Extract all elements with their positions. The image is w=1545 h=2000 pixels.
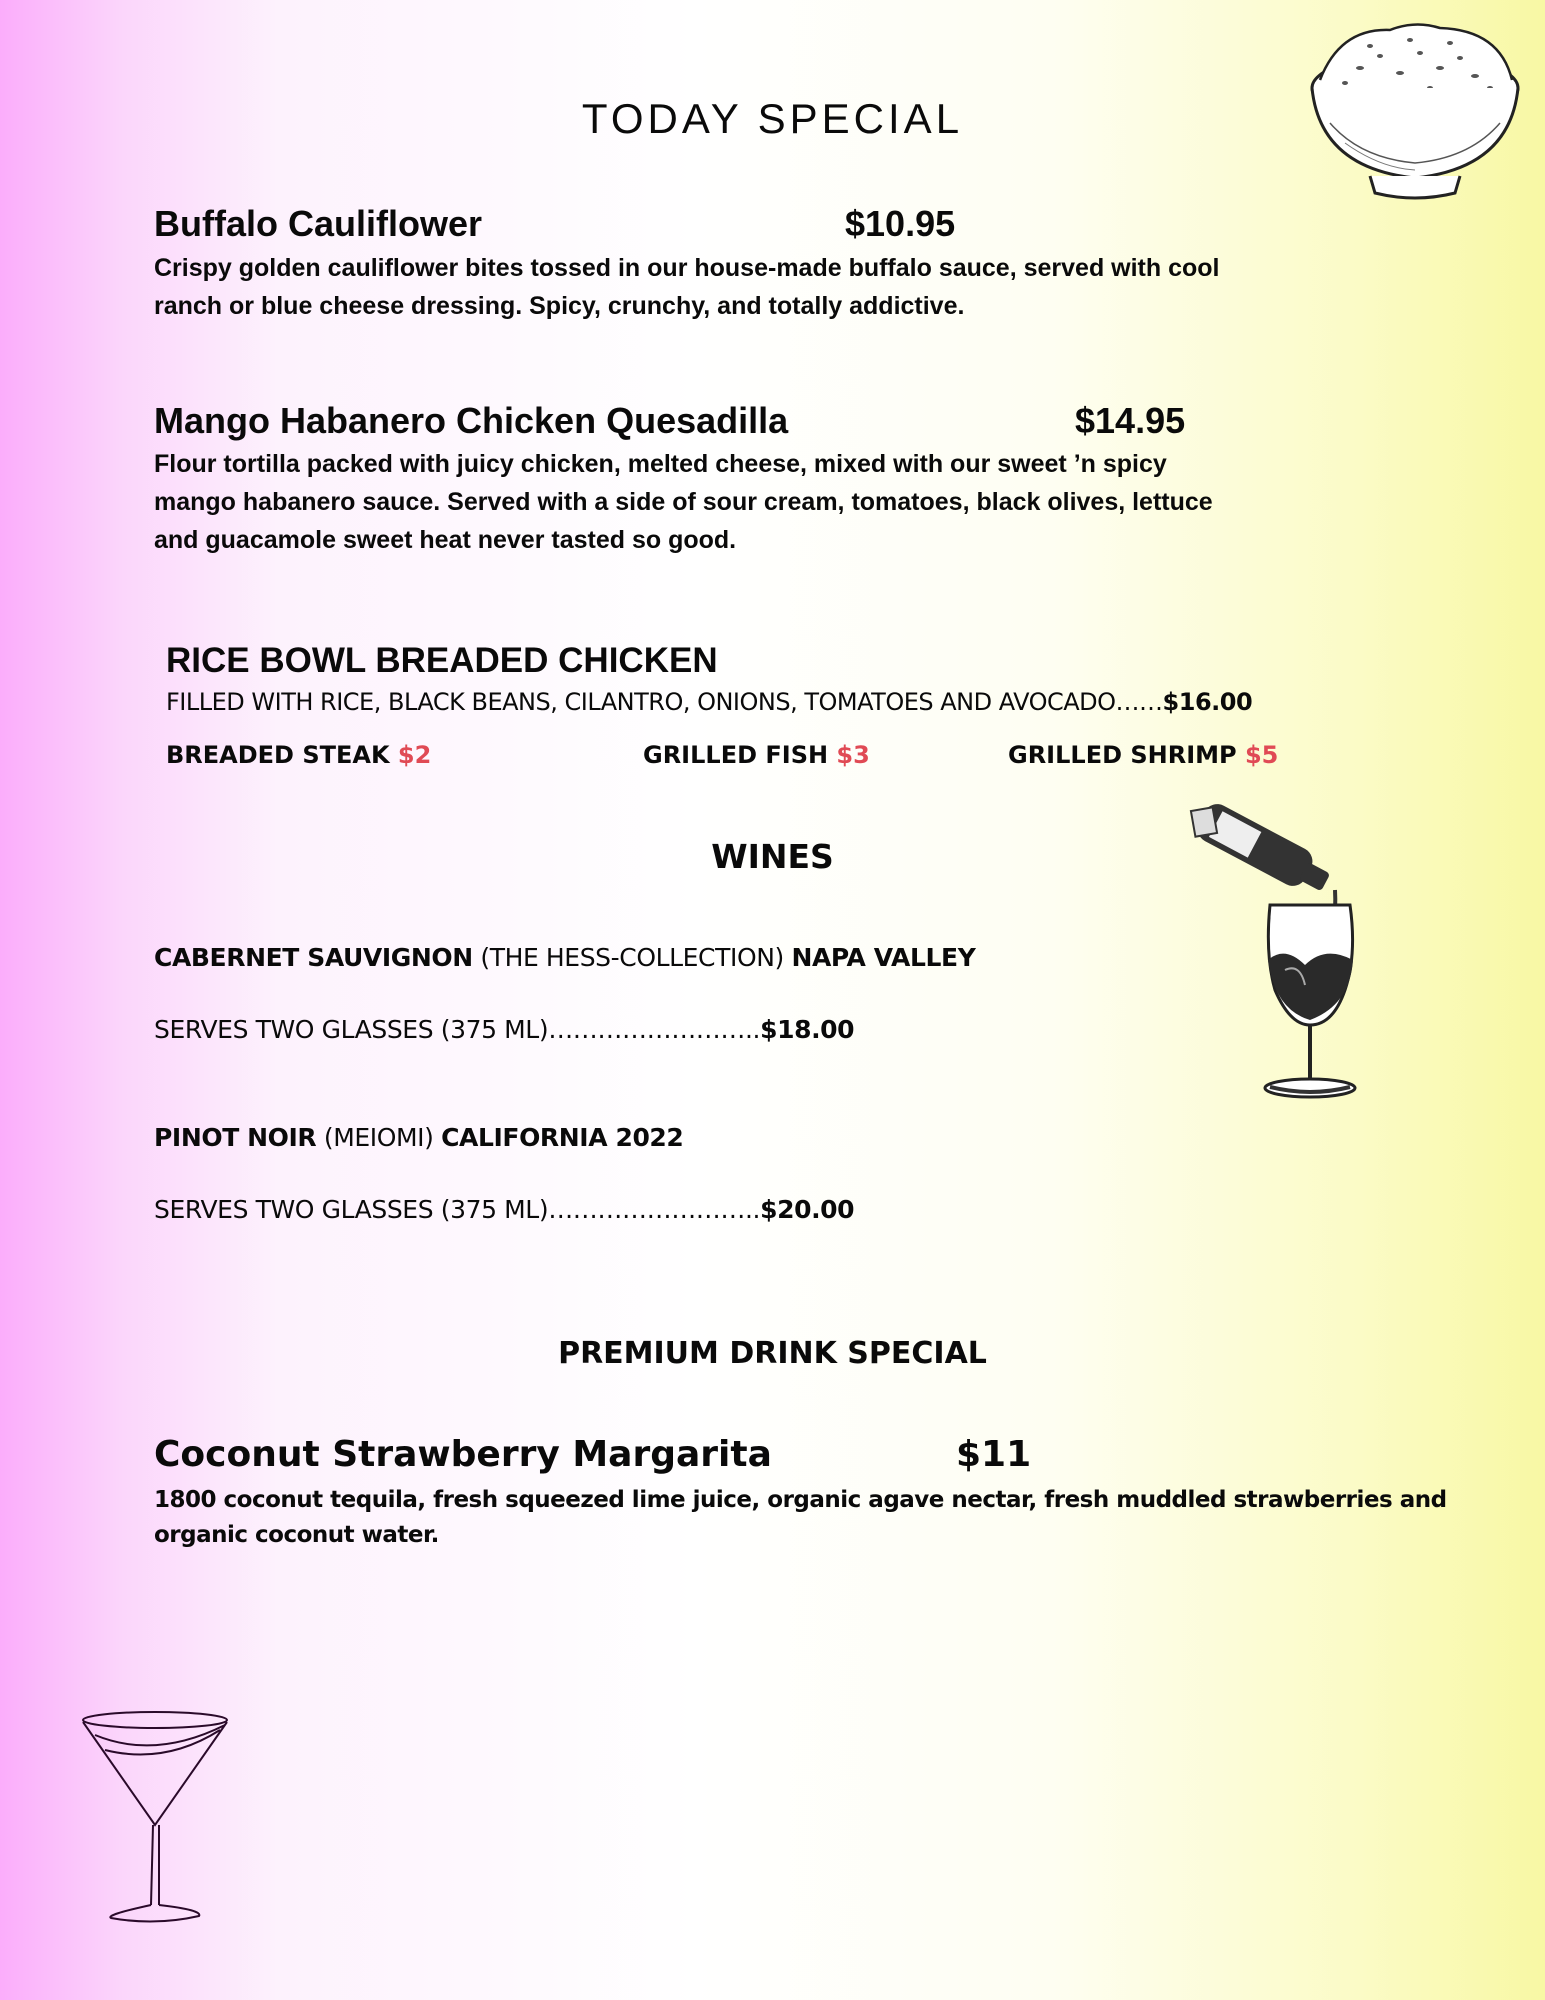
wine-name: PINOT NOIR bbox=[154, 1123, 317, 1152]
description-line: Flour tortilla packed with juicy chicken, melted cheese, mixed with our sweet ’n spicy bbox=[154, 450, 1167, 478]
dish-price: $14.95 bbox=[1075, 400, 1186, 441]
page-title: TODAY SPECIAL bbox=[581, 95, 964, 142]
addon-price: $5 bbox=[1244, 741, 1279, 769]
description-line: organic coconut water. bbox=[154, 1522, 439, 1548]
rice-bowl-title: RICE BOWL BREADED CHICKEN bbox=[166, 641, 718, 680]
wine-producer: (MEIOMI) bbox=[316, 1123, 442, 1152]
drink-description bbox=[154, 1483, 1447, 1553]
description-line: Crispy golden cauliflower bites tossed in our house-made buffalo sauce, served with cool bbox=[154, 254, 1220, 282]
description-line: and guacamole sweet heat never tasted so good. bbox=[154, 526, 737, 554]
wine-serving bbox=[154, 1195, 854, 1224]
dish-name: Mango Habanero Chicken Quesadilla bbox=[154, 400, 789, 441]
addon-label: GRILLED SHRIMP bbox=[1008, 741, 1237, 769]
rice-bowl-icon bbox=[1300, 18, 1530, 203]
addon-price: $2 bbox=[397, 741, 432, 769]
addon-price: $3 bbox=[836, 741, 870, 769]
wine-price: $18.00 bbox=[760, 1015, 855, 1044]
drink-name: Coconut Strawberry Margarita bbox=[154, 1434, 772, 1475]
wine-serving-text: SERVES TWO GLASSES (375 ML)…………………….. bbox=[154, 1015, 761, 1044]
dish-name: Buffalo Cauliflower bbox=[154, 203, 483, 244]
addon-item bbox=[166, 741, 431, 769]
wine-region: CALIFORNIA 2022 bbox=[441, 1123, 684, 1152]
wine-producer: (THE HESS-COLLECTION) bbox=[472, 943, 792, 972]
wine-price: $20.00 bbox=[760, 1195, 855, 1224]
dish-price: $10.95 bbox=[845, 203, 956, 244]
addon-item bbox=[1008, 741, 1278, 769]
addon-item bbox=[643, 741, 870, 769]
addon-label: GRILLED FISH bbox=[643, 741, 829, 769]
description-line: mango habanero sauce. Served with a side of sour cream, tomatoes, black olives, lettuce bbox=[154, 488, 1213, 516]
addon-label: BREADED STEAK bbox=[166, 741, 390, 769]
wine-item bbox=[154, 943, 975, 972]
drink-price: $11 bbox=[956, 1434, 1032, 1475]
rice-bowl-price: $16.00 bbox=[1162, 688, 1253, 716]
rice-bowl-description bbox=[166, 688, 1252, 716]
wine-serving bbox=[154, 1015, 854, 1044]
wine-item bbox=[154, 1123, 683, 1152]
wine-region: NAPA VALLEY bbox=[791, 943, 976, 972]
description-line: ranch or blue cheese dressing. Spicy, crunchy, and totally addictive. bbox=[154, 292, 965, 320]
rice-bowl-ingredients: FILLED WITH RICE, BLACK BEANS, CILANTRO, ONIONS, TOMATOES AND AVOCADO…… bbox=[166, 688, 1163, 716]
dish-description bbox=[154, 249, 1394, 325]
martini-glass-icon bbox=[75, 1710, 245, 1930]
dish-description bbox=[154, 445, 1394, 559]
description-line: 1800 coconut tequila, fresh squeezed lime juice, organic agave nectar, fresh muddled strawberries and bbox=[154, 1487, 1447, 1513]
wines-title: WINES bbox=[711, 837, 834, 876]
drink-section-title: PREMIUM DRINK SPECIAL bbox=[558, 1336, 987, 1371]
wine-serving-text: SERVES TWO GLASSES (375 ML)…………………….. bbox=[154, 1195, 761, 1224]
wine-name: CABERNET SAUVIGNON bbox=[154, 943, 473, 972]
